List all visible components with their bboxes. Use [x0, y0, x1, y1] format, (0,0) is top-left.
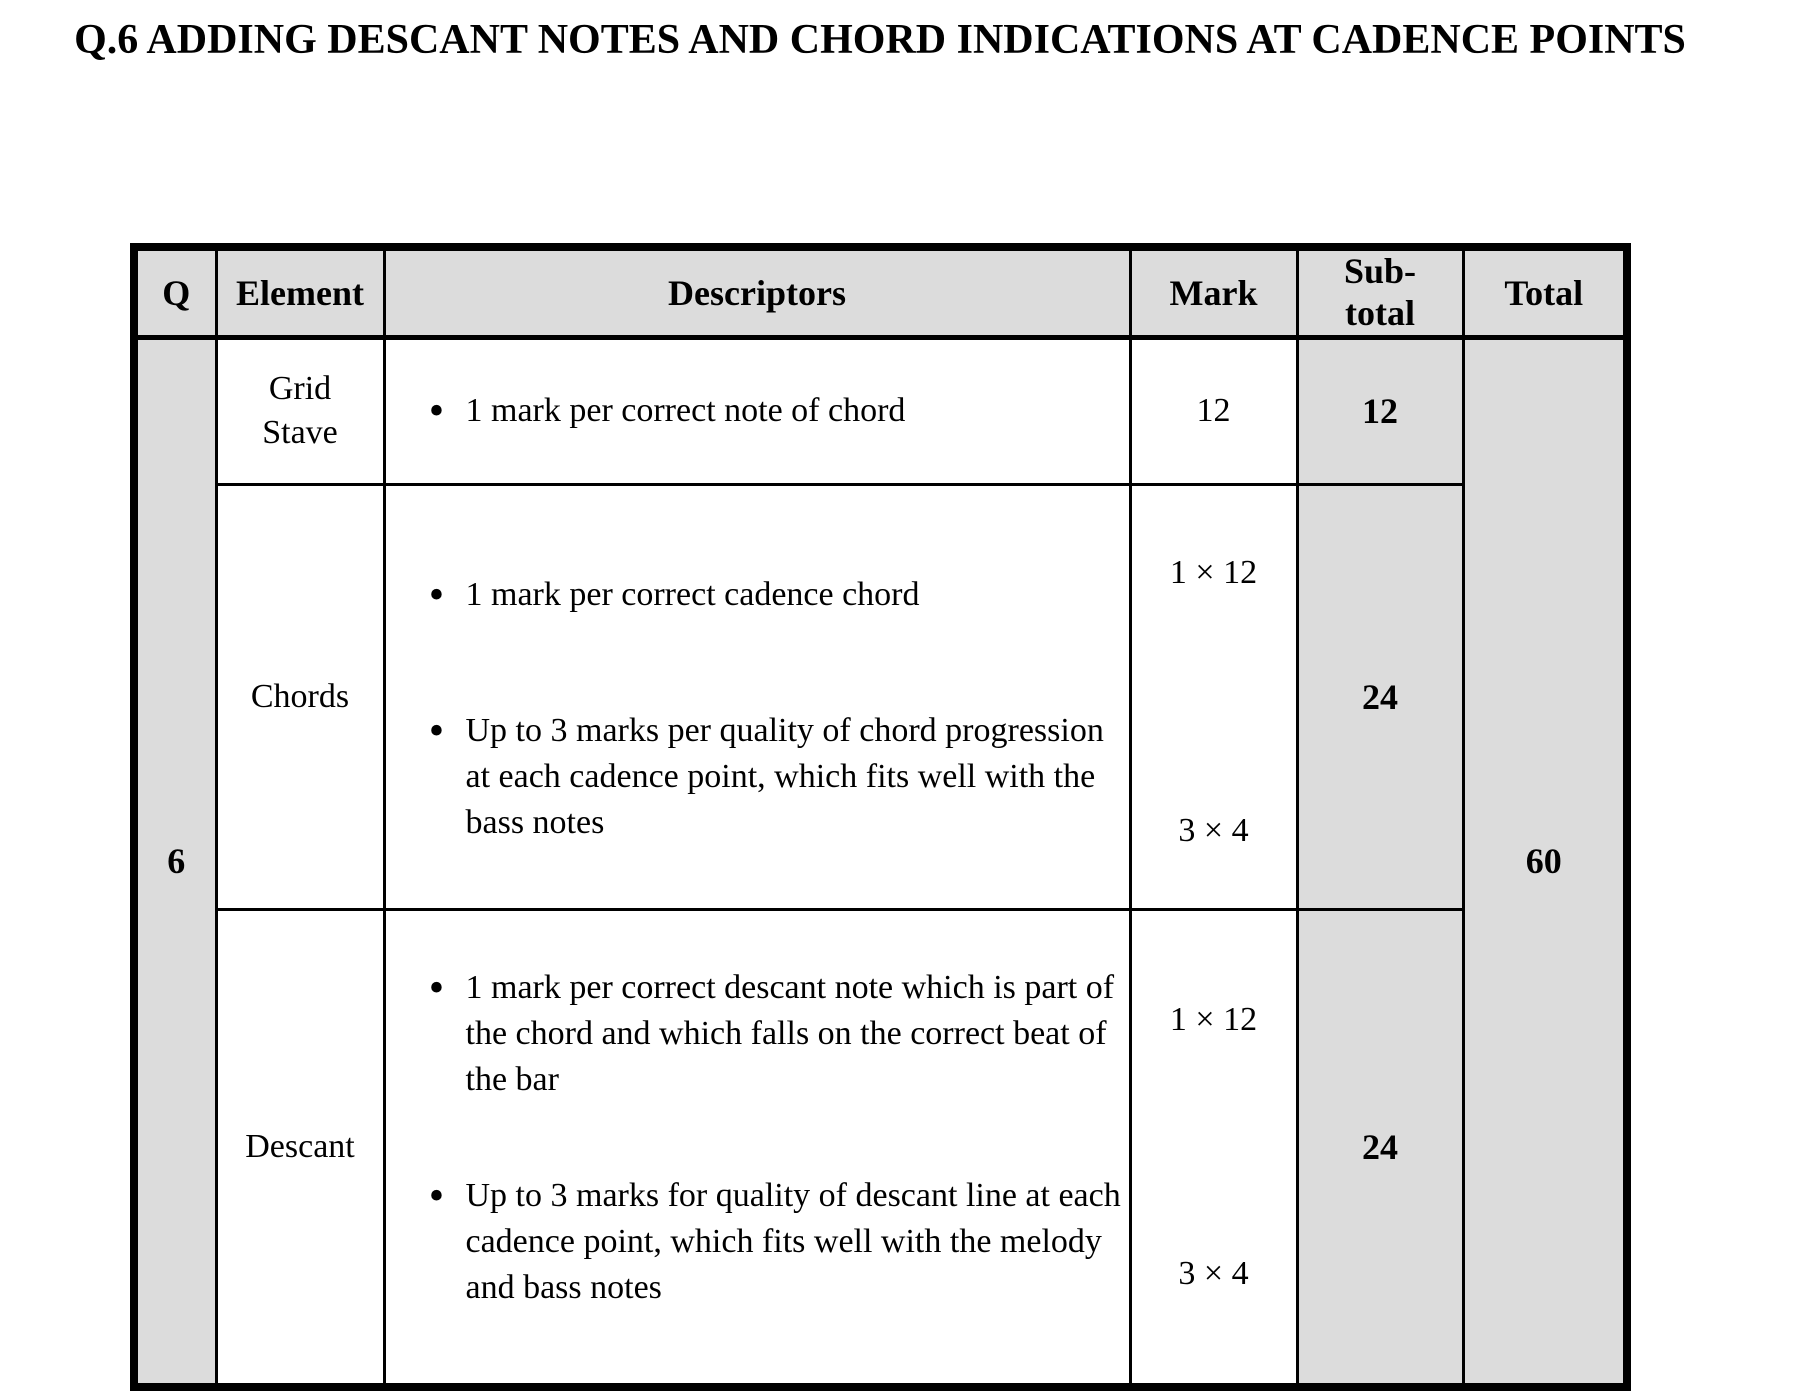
- table-row-grid-stave: [134, 337, 1627, 484]
- bullet-icon: •: [428, 569, 445, 619]
- descriptor-text: 1 mark per correct note of chord: [465, 392, 906, 429]
- element-cell-grid-stave: [216, 337, 384, 484]
- question-number-cell: 6: [134, 337, 216, 1387]
- mark-cell-descant: [1130, 909, 1297, 1387]
- header-descriptors: Descriptors: [384, 247, 1130, 337]
- descriptor-item: [408, 705, 1129, 846]
- descriptor-item: [408, 569, 1129, 619]
- descriptor-text: Up to 3 marks for quality of descant line at each cadence point, which fits well with the melody and bass notes: [465, 1176, 1121, 1306]
- subtotal-cell-descant: 24: [1297, 909, 1463, 1387]
- header-element: Element: [216, 247, 384, 337]
- mark-scheme-table: [130, 243, 1631, 1391]
- total-cell: 60: [1463, 337, 1627, 1387]
- header-q: Q: [134, 247, 216, 337]
- descriptors-cell-grid-stave: [384, 337, 1130, 484]
- mark-value: 3 × 4: [1178, 1254, 1249, 1292]
- mark-value: 1 × 12: [1169, 1000, 1258, 1038]
- header-subtotal: [1297, 247, 1463, 337]
- descriptor-text: Up to 3 marks per quality of chord progression at each cadence point, which fits well with the bass notes: [465, 711, 1104, 841]
- element-label: Grid Stave: [262, 369, 338, 451]
- mark-value: 3 × 4: [1178, 811, 1249, 849]
- bullet-icon: •: [428, 962, 445, 1012]
- element-label: Chords: [250, 677, 350, 715]
- mark-cell-chords: [1130, 484, 1297, 909]
- page-title: Q.6 ADDING DESCANT NOTES AND CHORD INDICATIONS AT CADENCE POINTS: [74, 17, 1686, 63]
- header-subtotal-label: Sub-total: [1343, 251, 1417, 333]
- table-row-descant: [134, 909, 1627, 1387]
- element-cell-descant: [216, 909, 384, 1387]
- mark-value: 1 × 12: [1169, 553, 1258, 591]
- subtotal-cell-chords: 24: [1297, 484, 1463, 909]
- element-cell-chords: [216, 484, 384, 909]
- descriptors-cell-descant: [384, 909, 1130, 1387]
- bullet-icon: •: [428, 386, 445, 435]
- mark-cell-grid-stave: 12: [1130, 337, 1297, 484]
- descriptors-cell-chords: [384, 484, 1130, 909]
- bullet-icon: •: [428, 1170, 445, 1220]
- header-row: [134, 247, 1627, 337]
- descriptor-text: 1 mark per correct cadence chord: [465, 575, 920, 613]
- element-label: Descant: [245, 1127, 355, 1165]
- descriptor-item: [408, 1170, 1129, 1311]
- subtotal-cell-grid-stave: 12: [1297, 337, 1463, 484]
- header-total: Total: [1463, 247, 1627, 337]
- header-mark: Mark: [1130, 247, 1297, 337]
- descriptor-item: [408, 962, 1129, 1103]
- descriptor-item: [408, 388, 1129, 434]
- table-row-chords: [134, 484, 1627, 909]
- bullet-icon: •: [428, 705, 445, 755]
- descriptor-text: 1 mark per correct descant note which is part of the chord and which falls on the correct beat of the bar: [465, 968, 1115, 1098]
